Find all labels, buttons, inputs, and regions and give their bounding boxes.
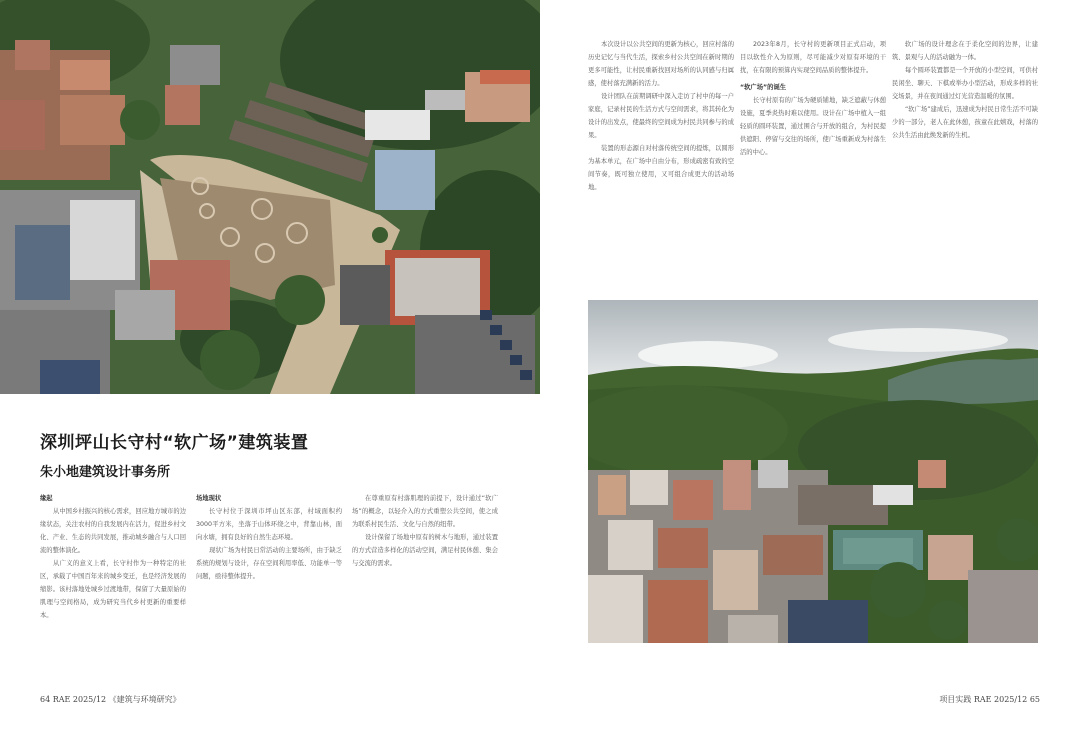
body-paragraph: 每个圆环装置都是一个开放的小型空间，可供村民闲坐、聊天、下棋或举办小型活动，形成多样的社交场景，并在夜间通过灯光营造温暖的氛围。 — [892, 67, 1038, 100]
section-heading: 缘起 — [40, 495, 53, 502]
section-heading: “软广场”的诞生 — [740, 84, 787, 91]
aerial-photo-illustration — [0, 0, 540, 394]
body-paragraph: “软广场”建成后，迅速成为村民日常生活不可缺少的一部分，老人在此休憩，孩童在此嬉戏，村落的公共生活由此焕发新的生机。 — [892, 106, 1038, 139]
right-column-1 — [588, 38, 734, 264]
body-paragraph: 设计团队在前期调研中深入走访了村中的每一户家庭，记录村民的生活方式与空间需求，将其转化为设计的出发点，使最终的空间成为村民共同参与的成果。 — [588, 93, 734, 139]
aerial-village-photo — [0, 0, 540, 394]
article-title: 深圳坪山长守村“软广场”建筑装置 — [40, 433, 309, 453]
left-column-3 — [352, 492, 498, 672]
body-paragraph: 在尊重原有村落肌理的前提下，设计通过“软广场”的概念，以轻介入的方式重塑公共空间，使之成为联系村民生活、文化与自然的纽带。 — [352, 495, 498, 528]
left-column-1 — [40, 492, 186, 672]
body-paragraph: 设计保留了场地中原有的树木与地形，通过装置的方式营造多样化的活动空间，满足村民休憩、集会与交流的需求。 — [352, 534, 498, 567]
left-column-2 — [196, 492, 342, 672]
body-paragraph: 长守村位于深圳市坪山区东部，村域面积约3000平方米，坐落于山体环绕之中，背靠山林，面向水塘，拥有良好的自然生态环境。 — [196, 508, 342, 541]
article-author: 朱小地建筑设计事务所 — [40, 465, 171, 480]
body-paragraph: 装置的形态源自对村落传统空间的提炼，以圆形为基本单元，在广场中自由分布，形成疏密有致的空间节奏，既可独立使用，又可组合成更大的活动场地。 — [588, 145, 734, 191]
section-heading: 场地现状 — [196, 495, 222, 502]
right-page-footer: 项目实践 RAE 2025/12 65 — [939, 695, 1040, 704]
body-paragraph: 长守村原有的广场为硬质铺地，缺乏遮蔽与休憩设施，夏季炎热时难以使用。设计在广场中植入一组轻质的圆环装置，通过围合与开放的组合，为村民提供遮阳、停留与交往的场所，使广场重新成为村落生活的中心。 — [740, 97, 886, 156]
body-paragraph: 2023年8月，长守村的更新项目正式启动，项目以软性介入为原则，尽可能减少对原有环境的干扰，在有限的预算内实现空间品质的整体提升。 — [740, 41, 886, 74]
village-landscape-photo — [588, 300, 1038, 643]
right-column-2 — [740, 38, 886, 264]
right-page — [540, 0, 1080, 732]
body-paragraph: 本次设计以公共空间的更新为核心，回应村落的历史记忆与当代生活，探索乡村公共空间在新时期的更多可能性，让村民重新找回对场所的认同感与归属感，使村落充满新的活力。 — [588, 41, 734, 87]
body-paragraph: 从广义的意义上看，长守村作为一种特定的社区，承载了中国百年来的城乡变迁，也是经济发展的缩影。该村落地处城乡过渡地带，保留了大量原始的肌理与空间格局，成为研究当代乡村更新的重要样本。 — [40, 560, 186, 619]
body-paragraph: 软广场的设计理念在于柔化空间的边界，让建筑、景观与人的活动融为一体。 — [892, 41, 1038, 61]
right-column-3 — [892, 38, 1038, 264]
left-page-footer: 64 RAE 2025/12 《建筑与环境研究》 — [40, 695, 181, 704]
body-paragraph: 从中国乡村振兴的核心需求，回应地方城市的边缘状态，关注农村的自我发展内在活力，促进乡村文化、产业、生态的共同发展，推动城乡融合与人口回流的整体演化。 — [40, 508, 186, 554]
article-header — [40, 428, 500, 480]
village-photo-illustration — [588, 300, 1038, 643]
body-paragraph: 现状广场为村民日常活动的主要场所，由于缺乏系统的规划与设计，存在空间利用率低、功能单一等问题，亟待整体提升。 — [196, 547, 342, 580]
